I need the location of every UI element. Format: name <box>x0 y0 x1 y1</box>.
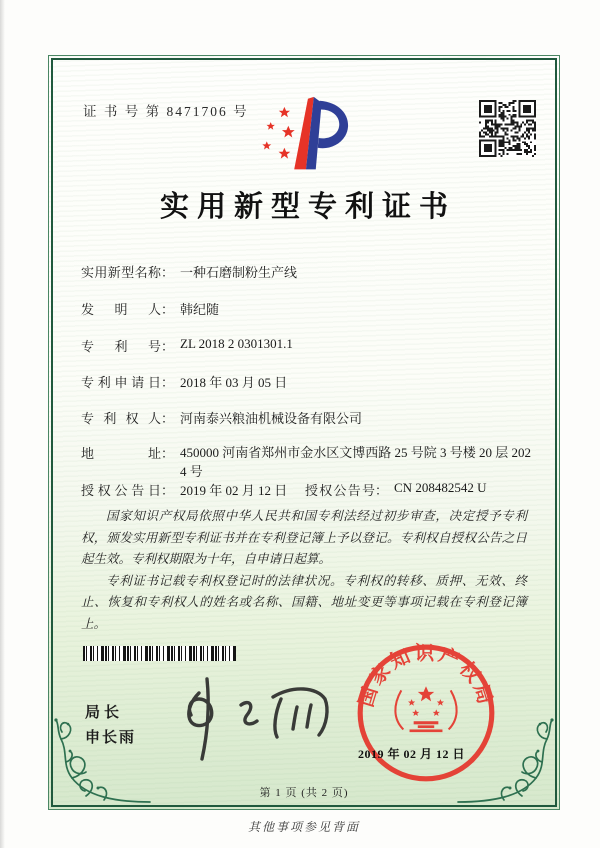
field-row-patentee <box>81 408 529 427</box>
field-label: 实用新型名称 <box>81 265 161 280</box>
certificate-number: 证 书 号 第 8471706 号 <box>83 104 249 119</box>
field-row-name <box>81 262 529 281</box>
scan-edge-shadow <box>0 0 5 848</box>
seal-date: 2019 年 02 月 12 日 <box>358 747 466 761</box>
field-colon: ： <box>161 339 175 354</box>
field-row-inventor <box>81 299 529 318</box>
seal-agency-text: 国家知识产权局 <box>356 643 496 710</box>
certificate-frame <box>48 55 560 810</box>
field-colon: ： <box>161 483 175 498</box>
field-value: 一种石磨制粉生产线 <box>180 265 298 280</box>
field-row-patent-number <box>81 336 529 355</box>
legal-paragraphs <box>81 506 527 635</box>
national-emblem-icon <box>408 686 444 732</box>
barcode <box>83 646 236 661</box>
field-colon: ： <box>161 265 175 280</box>
field-label: 授权公告号 <box>305 483 375 498</box>
qr-code-icon <box>479 100 536 157</box>
paragraph: 专利证书记载专利权登记时的法律状况。专利权的转移、质押、无效、终止、恢复和专利权人的姓名或名称、国籍、地址变更等事项记载在专利登记簿上。 <box>81 573 527 631</box>
official-seal <box>354 641 498 785</box>
field-row-address <box>81 443 532 481</box>
field-label: 专利申请日 <box>81 375 161 390</box>
cnipa-patent-logo-icon <box>255 88 353 188</box>
field-value: 2019 年 02 月 12 日 <box>180 483 288 498</box>
field-value: 河南泰兴粮油机械设备有限公司 <box>180 411 363 426</box>
field-colon: ： <box>161 375 175 390</box>
paragraph: 国家知识产权局依照中华人民共和国专利法经过初步审查，决定授予专利权，颁发实用新型专利证书并在专利登记簿上予以登记。专利权自授权公告之日起生效。专利权期限为十年，自申请日起算。 <box>81 509 527 566</box>
field-colon: ： <box>161 446 175 461</box>
field-colon: ： <box>161 411 175 426</box>
issuer-name: 申长雨 <box>85 730 137 746</box>
field-value: CN 208482542 U <box>394 480 487 495</box>
field-value: 韩纪随 <box>180 302 220 317</box>
field-grant-number-group <box>305 480 486 499</box>
field-label: 发明人 <box>81 302 161 317</box>
page-number: 第 1 页 (共 2 页) <box>259 787 349 799</box>
field-value: ZL 2018 2 0301301.1 <box>180 336 293 351</box>
field-label: 专利号 <box>81 339 161 354</box>
svg-text:国家知识产权局 <box>355 641 496 709</box>
director-signature <box>169 671 349 766</box>
field-row-grant <box>81 480 529 499</box>
field-value: 450000 河南省郑州市金水区文博西路 25 号院 3 号楼 20 层 2024 号 <box>180 445 532 479</box>
field-label: 专利权人 <box>81 411 161 426</box>
back-note: 其他事项参见背面 <box>247 820 360 834</box>
field-colon: ： <box>375 483 389 498</box>
certificate-title: 实用新型专利证书 <box>159 191 456 223</box>
issuer-title: 局长 <box>85 705 124 721</box>
field-value: 2018 年 03 月 05 日 <box>180 375 288 390</box>
field-row-filing-date <box>81 372 529 391</box>
field-colon: ： <box>161 302 175 317</box>
field-label: 地址 <box>81 446 161 461</box>
field-label: 授权公告日 <box>81 483 161 498</box>
